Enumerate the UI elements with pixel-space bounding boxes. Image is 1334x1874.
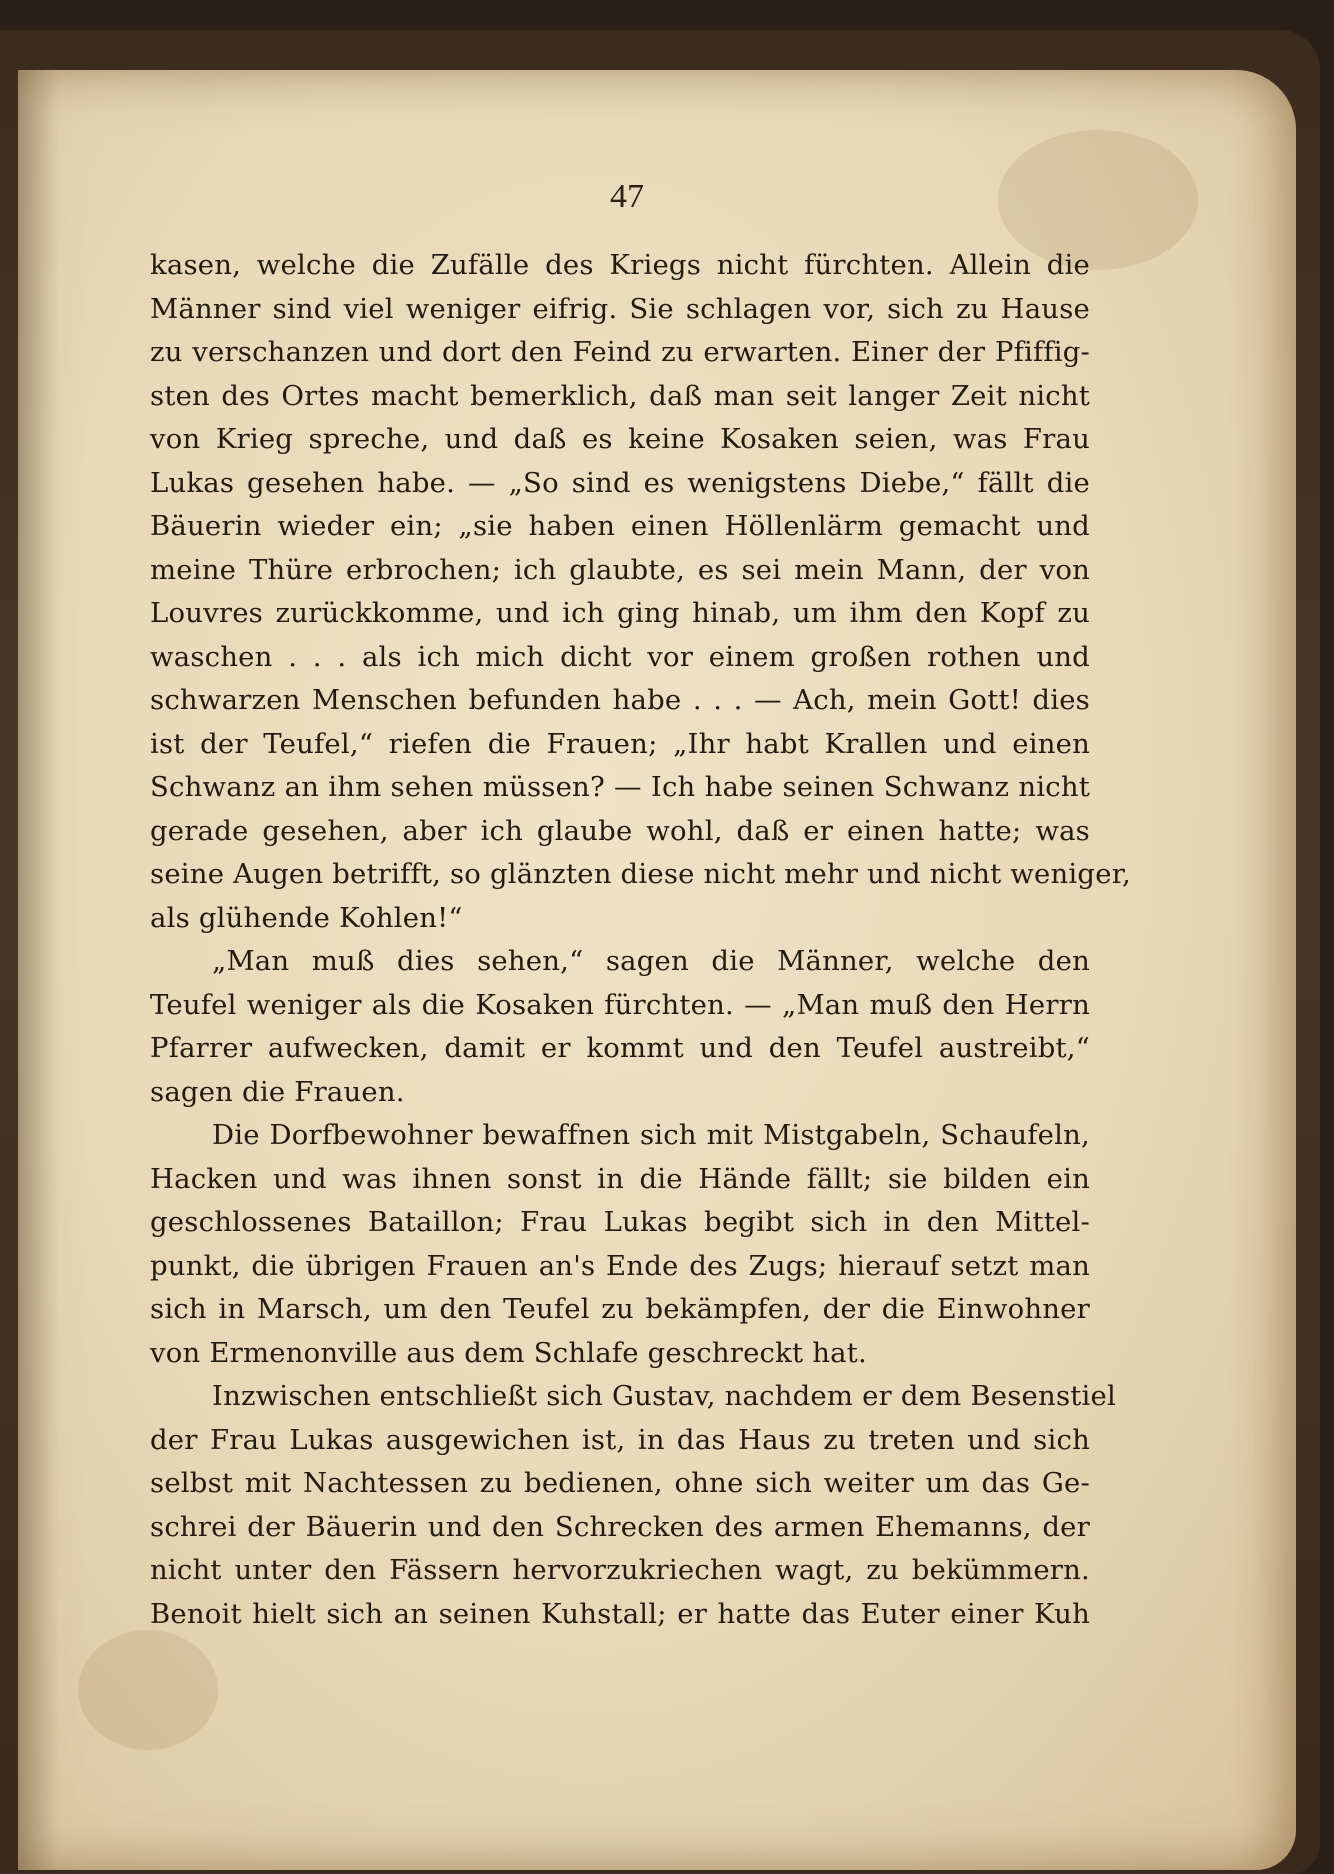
text-line: Männer sind viel weniger eifrig. Sie schlagen vor, sich zu Hause (150, 292, 1090, 325)
text-line: Benoit hielt sich an seinen Kuhstall; er hatte das Euter einer Kuh (150, 1597, 1090, 1630)
paper-stain (78, 1630, 218, 1750)
text-line: Lukas gesehen habe. — „So sind es wenigstens Diebe,“ fällt die (150, 466, 1090, 499)
text-line: von Ermenonville aus dem Schlafe geschreckt hat. (150, 1336, 867, 1369)
body-text (150, 244, 1131, 1636)
text-line: sagen die Frauen. (150, 1075, 405, 1108)
text-line: zu verschanzen und dort den Feind zu erwarten. Einer der Pfiffig- (150, 336, 1090, 368)
text-line: gerade gesehen, aber ich glaube wohl, daß er einen hatte; was (150, 814, 1090, 847)
text-line: von Krieg spreche, und daß es keine Kosaken seien, was Frau (150, 423, 1090, 455)
text-line: schrei der Bäuerin und den Schrecken des armen Ehemanns, der (150, 1510, 1090, 1543)
text-line: als glühende Kohlen!“ (150, 901, 463, 934)
text-line: „Man muß dies sehen,“ sagen die Männer, welche den (212, 945, 1090, 977)
text-line: nicht unter den Fässern hervorzukriechen wagt, zu bekümmern. (150, 1554, 1090, 1586)
text-line: Hacken und was ihnen sonst in die Hände fällt; sie bilden ein (150, 1162, 1090, 1195)
text-line: Pfarrer aufwecken, damit er kommt und den Teufel austreibt,“ (150, 1032, 1090, 1064)
text-line: punkt, die übrigen Frauen an's Ende des Zugs; hierauf setzt man (150, 1249, 1090, 1282)
text-line: Louvres zurückkomme, und ich ging hinab, um ihm den Kopf zu (150, 597, 1090, 629)
text-line: Schwanz an ihm sehen müssen? — Ich habe seinen Schwanz nicht (150, 771, 1090, 803)
page-gutter (18, 70, 58, 1870)
text-line: der Frau Lukas ausgewichen ist, in das Haus zu treten und sich (150, 1423, 1090, 1456)
text-line: meine Thüre erbrochen; ich glaubte, es sei mein Mann, der von (150, 553, 1090, 586)
text-line: sten des Ortes macht bemerklich, daß man seit langer Zeit nicht (150, 379, 1090, 412)
text-line: Teufel weniger als die Kosaken fürchten. — „Man muß den Herrn (150, 988, 1090, 1021)
text-line: Inzwischen entschließt sich Gustav, nachdem er dem Besenstiel (212, 1380, 1116, 1412)
text-line: waschen . . . als ich mich dicht vor einem großen rothen und (150, 640, 1090, 673)
text-line: kasen, welche die Zufälle des Kriegs nicht fürchten. Allein die (150, 249, 1090, 281)
text-line: schwarzen Menschen befunden habe . . . — Ach, mein Gott! dies (150, 684, 1090, 716)
text-line: sich in Marsch, um den Teufel zu bekämpfen, der die Einwohner (150, 1293, 1090, 1325)
page-number: 47 (610, 178, 644, 215)
text-line: geschlossenes Bataillon; Frau Lukas begibt sich in den Mittel- (150, 1206, 1090, 1238)
text-line: Bäuerin wieder ein; „sie haben einen Höllenlärm gemacht und (150, 510, 1090, 542)
text-line: seine Augen betrifft, so glänzten diese nicht mehr und nicht weniger, (150, 858, 1131, 890)
text-line: ist der Teufel,“ riefen die Frauen; „Ihr habt Krallen und einen (150, 727, 1090, 760)
text-line: selbst mit Nachtessen zu bedienen, ohne sich weiter um das Ge- (150, 1467, 1090, 1499)
text-line: Die Dorfbewohner bewaffnen sich mit Mistgabeln, Schaufeln, (212, 1119, 1090, 1151)
